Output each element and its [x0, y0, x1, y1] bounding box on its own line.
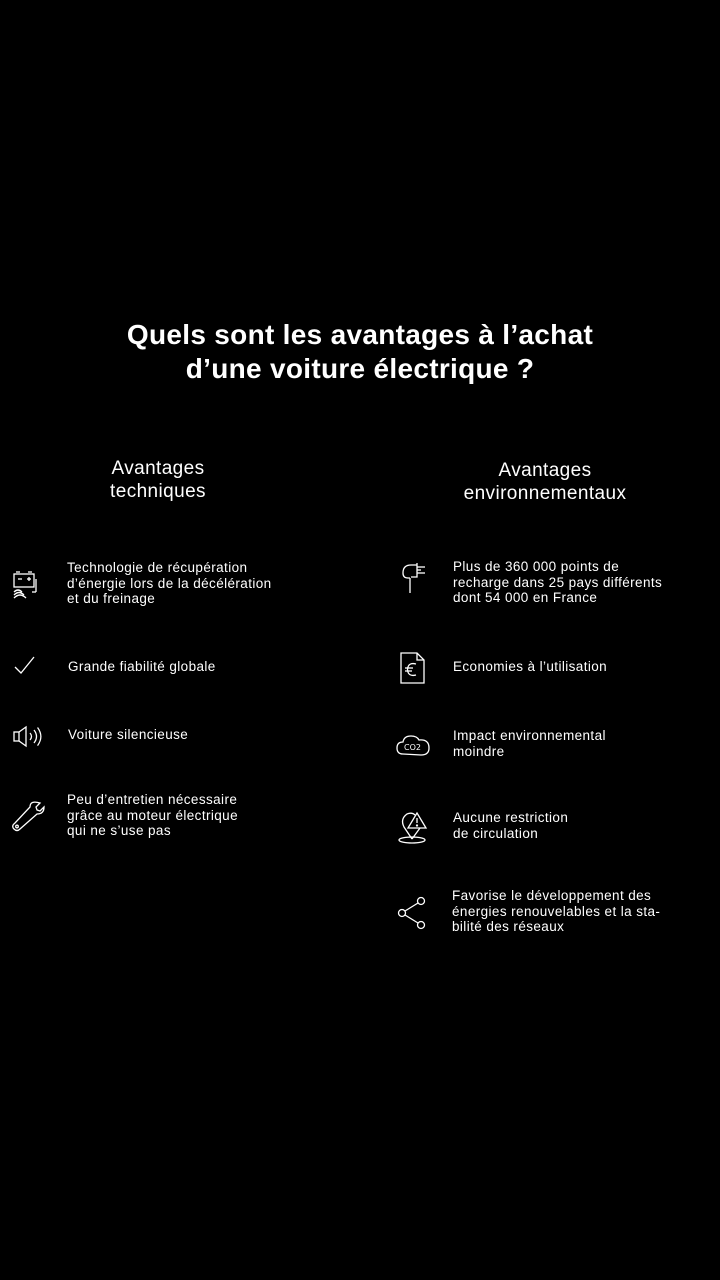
co2-cloud-icon [395, 728, 431, 764]
technical-item-maintenance-text: Peu d’entretien nécessaire grâce au moteur électrique qui ne s’use pas [67, 792, 238, 838]
environmental-item-charging-points-text: Plus de 360 000 points de recharge dans 25 pays différents dont 54 000 en France [453, 559, 663, 605]
environmental-item-no-restriction-text: Aucune restriction de circulation [453, 810, 569, 841]
technical-item-regeneration-text: Technologie de récupération d’énergie lors de la décélération et du freinage [67, 560, 272, 606]
environmental-item-savings-text: Economies à l’utilisation [453, 659, 608, 674]
location-warning-icon [395, 809, 431, 845]
technical-item-silent-text: Voiture silencieuse [68, 727, 189, 742]
charging-plug-icon [395, 559, 431, 595]
environmental-item-renewables-text: Favorise le développement des énergies renouvelables et la sta- bilité des réseaux [452, 888, 661, 934]
technical-heading: Avantages techniques [110, 458, 206, 502]
wrench-icon [10, 798, 46, 834]
page-title-line-2: d’une voiture électrique ? [185, 353, 535, 384]
battery-charge-icon [10, 566, 46, 602]
euro-document-icon [395, 650, 431, 686]
co2-label: CO2 [404, 743, 421, 752]
page-title-line-1: Quels sont les avantages à l’achat [126, 319, 594, 350]
share-network-icon [394, 895, 430, 931]
environmental-item-impact-text: Impact environnemental moindre [453, 728, 606, 759]
checkmark-icon [10, 648, 46, 684]
environmental-heading: Avantages environnementaux [463, 460, 627, 504]
speaker-icon [10, 719, 46, 755]
technical-item-reliability-text: Grande fiabilité globale [68, 659, 216, 674]
page-title [0, 318, 720, 386]
